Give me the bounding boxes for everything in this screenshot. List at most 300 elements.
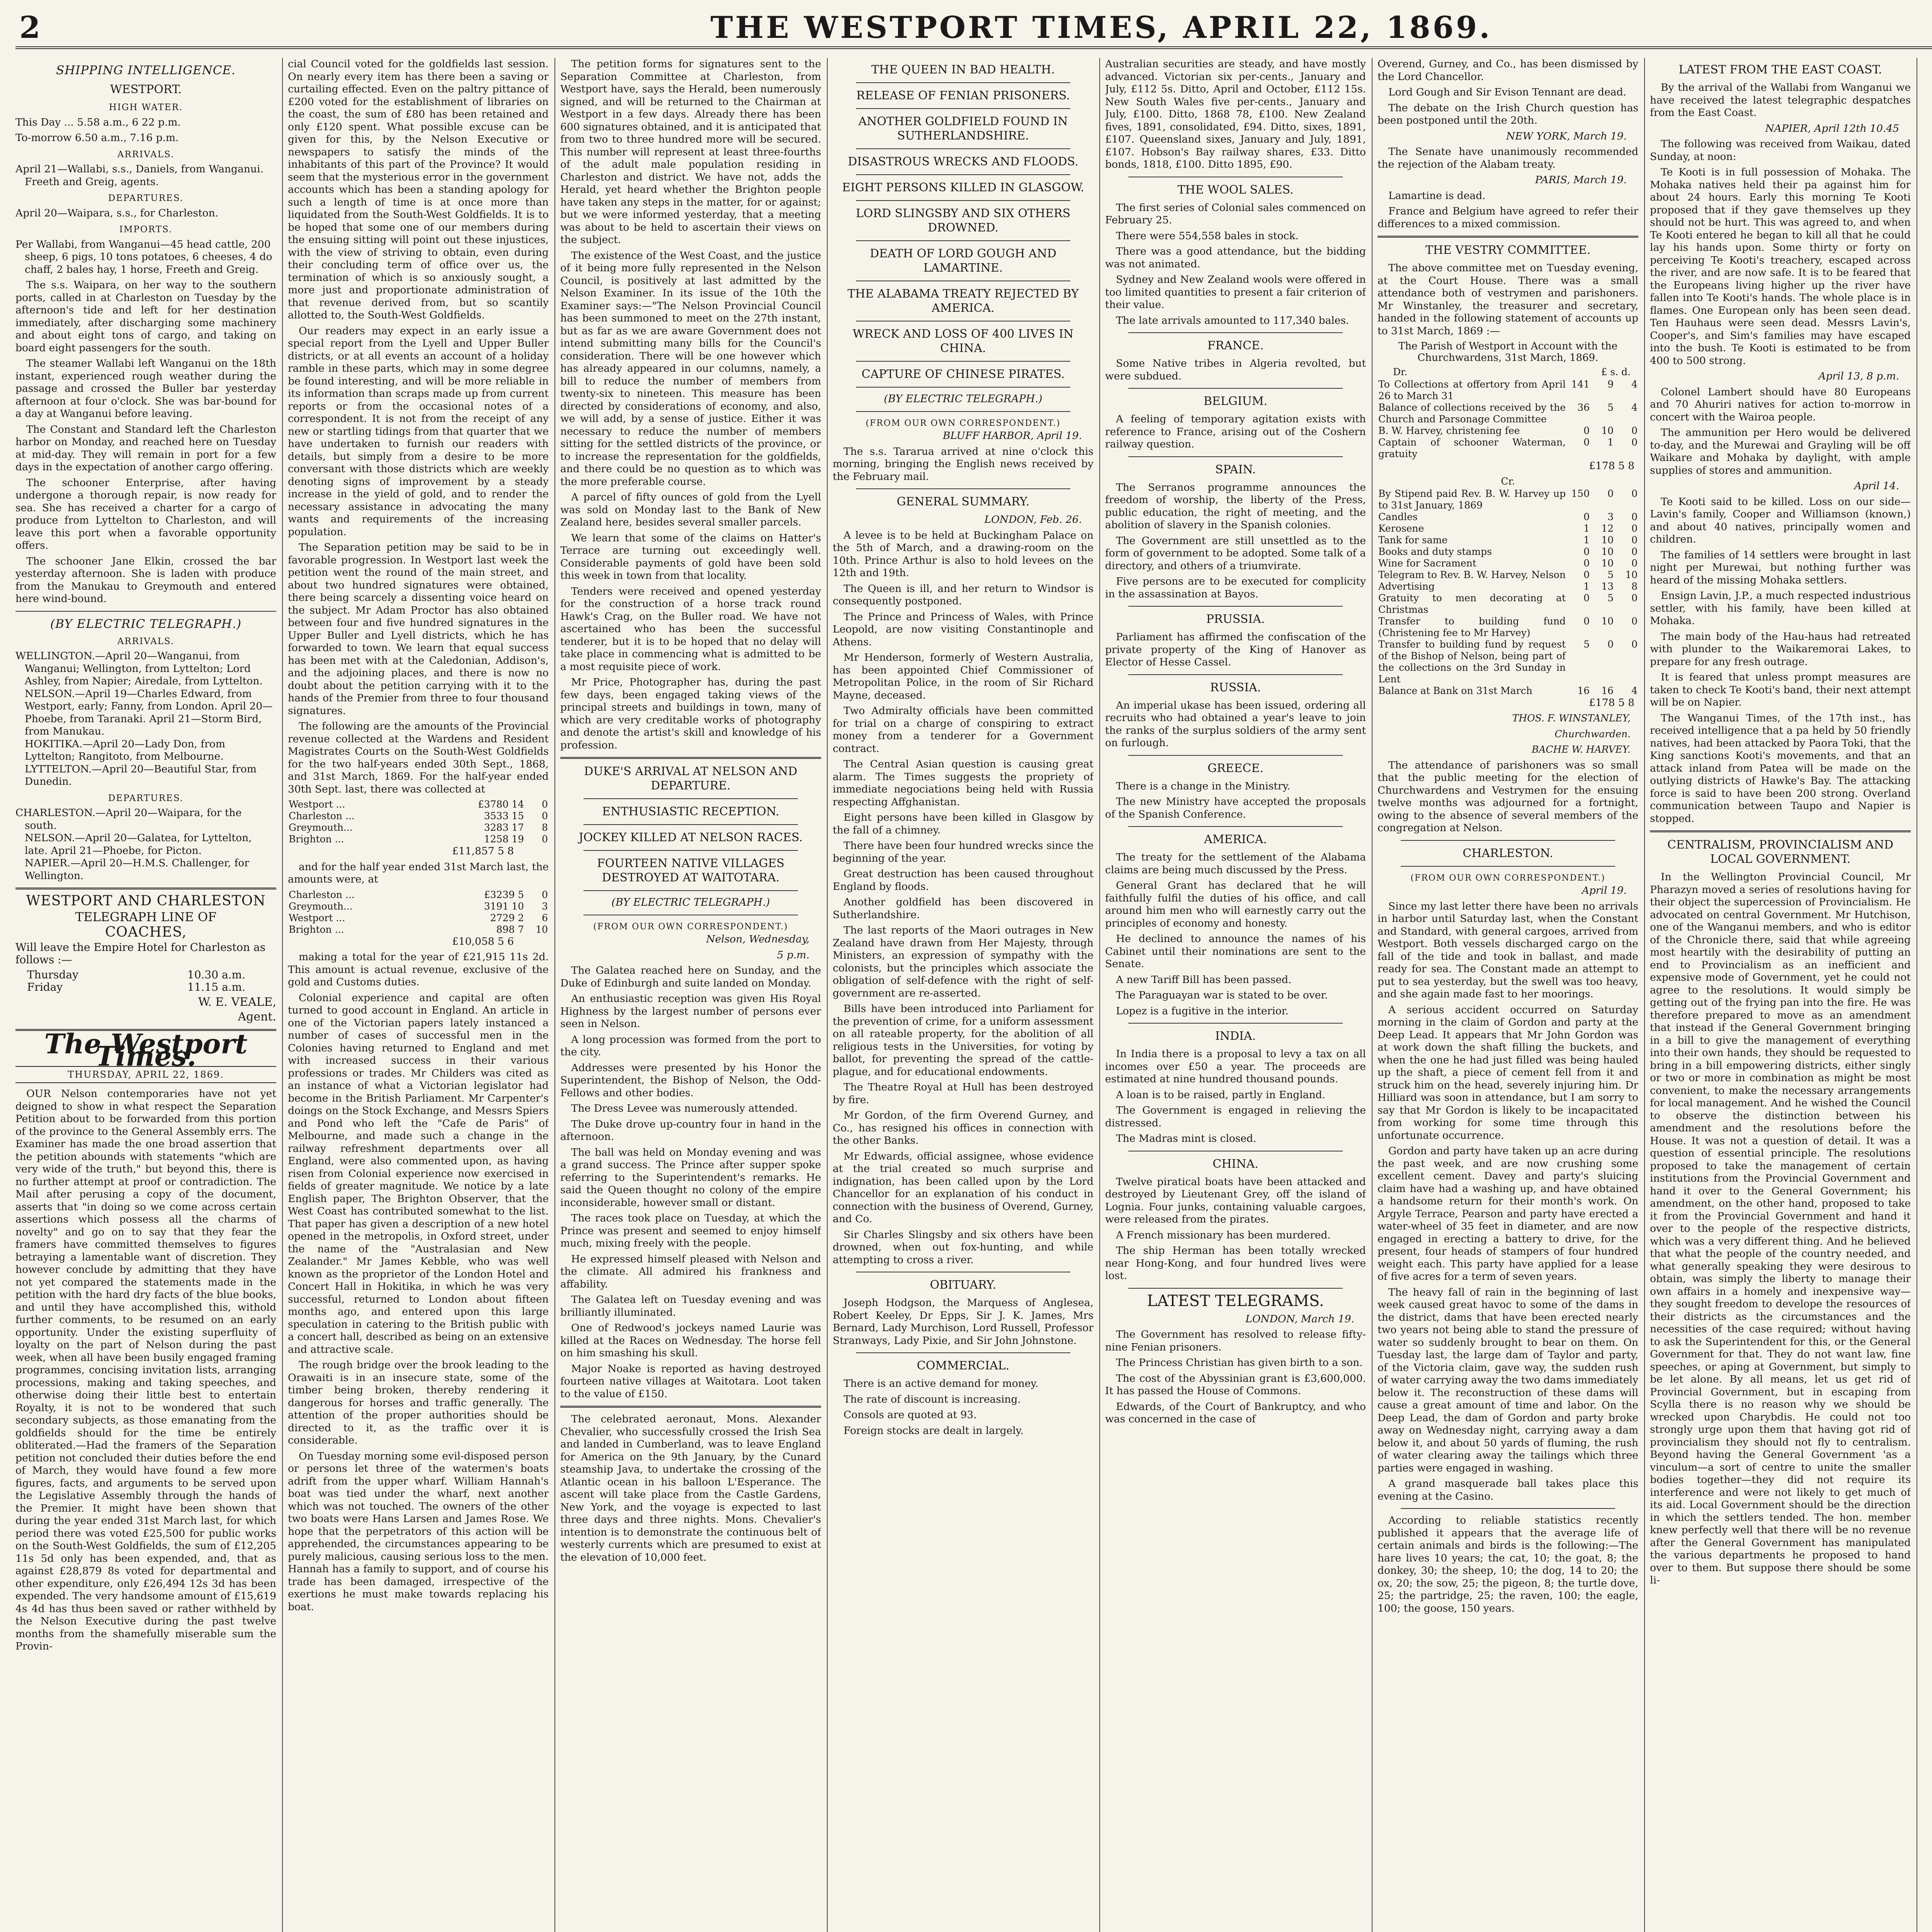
paragraph: cial Council voted for the goldfields last session. On nearly every item has there been a saving or curtailing effected. Even on the paltry pittance of £200 voted for the establishment of libraries on the coast, the sum of £80 has been retained and only £120 spent. What possible excuse can be given for this, by the Nelson Executive or newspapers to satisfy the minds of the inhabitants of this part of the Province? It would seem that the mysterious error in the government accounts which has been a standing apology for such a length of time is at once more than liquidated from the South-West Goldfields. It is to be hoped that some one of our members during the ensuing sitting will point out these injustices, with the view of striving to obtain, even during their concluding term of office over us, the termination of which is so anxiously sought, a more just and proportionate administration of that revenue derived from, but so scantily allotted to, the South-West Goldfields. — [288, 58, 549, 321]
account-debit-table — [1378, 379, 1638, 460]
divider — [560, 757, 821, 759]
table-cell: 5 — [1607, 569, 1614, 580]
account-row — [1378, 511, 1638, 523]
paragraph: Twelve piratical boats have been attacked and destroyed by Lieutenant Grey, off the island of Lognia. Four junks, containing valuable cargoes, were released from the pirates. — [1105, 1175, 1366, 1225]
divider — [1401, 866, 1615, 867]
divider — [1128, 456, 1343, 457]
paragraph: The families of 14 settlers were brought in last night per Murewai, but nothing further was heard of the missing Mohaka settlers. — [1650, 549, 1911, 586]
table-cell: 0 — [1583, 569, 1590, 580]
paragraph: The schooner Enterprise, after having undergone a thorough repair, is now ready for sea. She has received a charter for a cargo of produce from Lyttelton to Charleston, and will leave this port when a favorable opportunity offers. — [15, 476, 276, 551]
divider — [856, 108, 1070, 109]
table-cell: 0 — [1583, 425, 1590, 436]
paragraph: There is an active demand for money. — [844, 1378, 1039, 1389]
signature: THOS. F. WINSTANLEY, — [1512, 713, 1631, 724]
paragraph: A parcel of fifty ounces of gold from the Lyell was sold on Monday last to the Bank of New Zealand here, besides several smaller parcels. — [560, 491, 821, 528]
advert-text: Will leave the Empire Hotel for Charleston as follows :— — [15, 940, 266, 966]
page-number: 2 — [19, 10, 41, 45]
paragraph: The ship Herman has been totally wrecked near Hong-Kong, and four hundred lives were lost. — [1105, 1245, 1366, 1282]
advert-time: 11.15 a.m. — [187, 981, 245, 993]
paragraph: The existence of the West Coast, and the justice of it being more fully represented in the Nelson Council, is positively at last admitted by the Nelson Examiner. In its issue of the 10th the Examiner says:—"The Nelson Provincial Council has been summoned to meet on the 27th instant, but as far as we are aware Government does not intend submitting many bills for the Council's consideration. There will be one however which has already appeared in our columns, namely, a bill to reduce the number of members from twenty-six to nineteen. This measure has been directed by considerations of economy, and also, we will add, by a sense of justice. Either it was necessary to reduce the number of members sitting for the settled districts of the province, or to increase the representation for the goldfields, and there could be no question as to which was the more preferable course. — [560, 249, 821, 488]
table-cell: £3239 5 — [484, 889, 524, 900]
correspondent-label: (FROM OUR OWN CORRESPONDENT.) — [593, 922, 788, 932]
divider — [856, 361, 1070, 362]
table-cell: 3283 17 — [484, 822, 524, 833]
paragraph: In India there is a proposal to levy a tax on all incomes over £50 a year. The proceeds are estimated at nine hundred thousand pounds. — [1105, 1048, 1366, 1085]
paragraph: Gordon and party have taken up an acre during the past week, and are now crushing some excellent cement. Davey and party's sluicing claim have had a washing up, and have obtained a handsome return for their month's work. On Argyle Terrace, Pearson and party have erected a water-wheel of 35 feet in diameter, and are now engaged in erecting a battery to drive, for the present, four heads of stampers of four hundred weight each. This party have applied for a lease of five acres for a term of seven years. — [1378, 1145, 1638, 1282]
paragraph: A loan is to be raised, partly in England. — [1116, 1088, 1325, 1101]
table-cell: 0 — [1631, 546, 1638, 557]
table-cell: 10 — [1625, 569, 1638, 580]
advert-day: Thursday — [27, 968, 78, 981]
paragraph: Addresses were presented by his Honor the Superintendent, the Bishop of Nelson, the Odd-Fellows and other bodies. — [560, 1061, 821, 1099]
account-row — [1378, 488, 1638, 511]
paragraph: The Central Asian question is causing great alarm. The Times suggests the propriety of immediate negociations being held with Russia respecting Affghanistan. — [833, 758, 1094, 808]
divider — [583, 890, 798, 891]
table-cell: 3191 10 — [484, 900, 524, 912]
divider — [856, 240, 1070, 241]
paragraph: A French missionary has been murdered. — [1116, 1229, 1331, 1241]
account-row — [1378, 534, 1638, 546]
divider — [1401, 840, 1615, 841]
paragraph: The Constant and Standard left the Charleston harbor on Monday, and reached here on Tuesday at mid-day. They will remain in port for a few days in the expectation of another cargo offering. — [15, 423, 276, 473]
paragraph: Parliament has affirmed the confiscation of the private property of the King of Hanover as Elector of Hesse Cassel. — [1105, 631, 1366, 668]
paragraph: Te Kooti is in full possession of Mohaka. The Mohaka natives held their pa against him for about 24 hours. Early this morning Te Kooti proposed that if they gave themselves up they should not be hurt. This was agreed to, and when Te Kooti entered he began to kill all that he could lay his hands upon. Some thirty or forty on perceiving Te Kooti's treachery, escaped across the river, and are now safe. It is to be feared that the Europeans living higher up the river have fallen into Te Kooti's hands. The whole place is in flames. One European only has been seen dead. Ten Hauhaus were seen dead. Messrs Lavin's, Cooper's, and Sim's families may have escaped into the bush. Te Kooti is estimated to be from 400 to 500 strong. — [1650, 166, 1911, 367]
table-cell: 4 — [1631, 685, 1638, 696]
account-row — [1378, 569, 1638, 581]
account-total: £178 5 8 — [1588, 696, 1634, 709]
table-cell: 4 — [1631, 401, 1638, 413]
tide-line: To-morrow 6.50 a.m., 7.16 p.m. — [15, 132, 179, 144]
subheading: IMPORTS. — [119, 224, 173, 235]
column-4 — [833, 58, 1094, 1932]
dateline: April 14. — [1854, 480, 1899, 492]
paragraph: Since my last letter there have been no arrivals in harbor until Saturday last, when the Constant and Standard, with general cargoes, arrived from Westport. Both vessels discharged cargo on the fall of the tide and took in ballast, and made ready for sea. The Constant made an attempt to put to sea yesterday, but the swell was too heavy, and she again made fast to her moorings. — [1378, 900, 1638, 1000]
paragraph: The Senate have unanimously recommended the rejection of the Alabam treaty. — [1378, 146, 1638, 170]
table-cell: Charleston ... — [289, 889, 355, 900]
table-cell: 5 — [1607, 592, 1614, 604]
account-row — [1378, 616, 1638, 639]
paragraph: Consols are quoted at 93. — [844, 1409, 977, 1421]
paragraph: The attendance of parishoners was so small that the public meeting for the election of Churchwardens and Vestrymen for the ensuing twelve months was adjourned for a fortnight, owing to the absence of several members of the congregation at Nelson. — [1378, 759, 1638, 834]
paragraph: The Theatre Royal at Hull has been destroyed by fire. — [833, 1081, 1094, 1106]
table-cell: Transfer to building fund (Christening fee to Mr Harvey) — [1378, 615, 1566, 638]
table-cell: 10 — [1601, 615, 1614, 627]
table-cell: 10 — [536, 923, 548, 935]
table-cell: 141 — [1571, 378, 1590, 390]
table-cell: 0 — [1607, 488, 1614, 499]
paragraph: Edwards, of the Court of Bankruptcy, and who was concerned in the case of — [1105, 1400, 1366, 1425]
paragraph: The Galatea reached here on Sunday, and the Duke of Edinburgh and suite landed on Monday. — [560, 964, 821, 989]
paragraph: France and Belgium have agreed to refer their differences to a mixed commission. — [1378, 205, 1638, 230]
paragraph: A serious accident occurred on Saturday morning in the claim of Gordon and party at the Deep Lead. It appears that Mr John Gordon was at work down the shaft filling the buckets, and when the one he had just filled was being hauled up the shaft, a piece of cement fell from it and struck him on the head, severely injuring him. Dr Hilliard was soon in attendance, but I am sorry to say that Mr Gordon is likely to be incapacitated from working for some time through this unfortunate occurrence. — [1378, 1003, 1638, 1141]
column-7 — [1650, 58, 1911, 1932]
paragraph: The main body of the Hau-haus had retreated with plunder to the Waikaremorai Lakes, to prepare for any fresh outrage. — [1650, 630, 1911, 668]
paragraph: Mr Henderson, formerly of Western Australia, has been appointed Chief Commissioner of Metropolitan Police, in the room of Sir Richard Mayne, deceased. — [833, 651, 1094, 701]
revenue-row — [288, 799, 549, 810]
revenue-row — [288, 810, 549, 822]
revenue-table-2 — [288, 889, 549, 935]
news-headline: DEATH OF LORD GOUGH AND LAMARTINE. — [870, 247, 1056, 275]
news-headline: JOCKEY KILLED AT NELSON RACES. — [578, 831, 803, 844]
paragraph: Ensign Lavin, J.P., a much respected industrious settler, with his family, have been killed at Mohaka. — [1650, 590, 1911, 627]
table-cell: Greymouth... — [289, 900, 353, 912]
paragraph: The Princess Christian has given birth to a son. — [1116, 1357, 1363, 1369]
table-cell: 10 — [1601, 557, 1614, 569]
section-heading: INDIA. — [1215, 1029, 1256, 1043]
news-headline: FOURTEEN NATIVE VILLAGES DESTROYED AT WAITOTARA. — [597, 857, 785, 884]
table-cell: 36 — [1577, 401, 1590, 413]
account-credit-table — [1378, 488, 1638, 697]
divider — [856, 387, 1070, 388]
dateline: PARIS, March 19. — [1535, 174, 1627, 186]
paragraph: He declined to announce the names of his Cabinet until their nominations are sent to the Senate. — [1105, 933, 1366, 970]
editorial-paragraph: OUR Nelson contemporaries have not yet deigned to show in what respect the Separation Petition about to be forwarded from this portion of the province to the General Assembly errs. The Examiner has made the one broad assertion that the petition abounds with statements "which are very wide of the truth," but beyond this, there is no further attempt at proof or contradiction. The Mail after perusing a copy of the document, asserts that "in doing so we come across certain assertions which possess all the charms of novelty" and go on to say that they fear the framers have committed themselves to figures betraying a lamentable want of discretion. They however conclude by admitting that they have not yet compared the statements made in the petition with the hard dry facts of the blue books, and until they have accomplished this, withold further comments, to be resumed on an early opportunity. Under the existing superfluity of loyalty on the part of Nelson during the past week, when all have been busily engaged framing programmes, concising invitation lists, arranging processions, making and taking speeches, and otherwise doing their little best to entertain Royalty, it is not to be wondered that such secondary subjects, as those emanating from the goldfields should for the time be entirely obliterated.—Had the framers of the Separation petition not concluded their duties before the end of March, they would have found a few more figures, facts, and arguments to be served upon the Legislative Assembly through the hands of the Premier. It might have been shown that during the year ended 31st March last, for which period there was voted £25,500 for public works on the South-West Goldfields, the sum of £12,205 11s 5d only has been expended, and, that as against £28,879 8s voted for departmental and other expenditure, only £26,494 12s 3d has been expended. The very handsome amount of £15,619 4s 4d has thus been saved or rather withheld by the Nelson Executive during the past twelve months from the shamefully miserable sum the Provin- — [15, 1088, 276, 1652]
table-cell: 0 — [1631, 592, 1638, 604]
paragraph: The steamer Wallabi left Wanganui on the 18th instant, experienced rough weather during the passage and crossed the Buller bar yesterday afternoon at four o'clock. She was bar-bound for a day at Wanganui before leaving. — [15, 357, 276, 420]
paragraph: Mr Price, Photographer has, during the past few days, been engaged taking views of the principal streets and buildings in town, many of which are very creditable works of photography and denote the artist's skill and knowledge of his profession. — [560, 676, 821, 751]
account-total: £178 5 8 — [1588, 459, 1634, 472]
column-3 — [560, 58, 821, 1932]
table-cell: Balance at Bank on 31st March — [1378, 685, 1532, 696]
subheading: ARRIVALS. — [117, 636, 175, 646]
news-headline: THE ALABAMA TREATY REJECTED BY AMERICA. — [847, 287, 1079, 315]
column-2 — [288, 58, 549, 1932]
table-cell: Books and duty stamps — [1378, 546, 1492, 557]
table-cell: B. W. Harvey, christening fee — [1378, 425, 1520, 436]
table-cell: 12 — [1601, 522, 1614, 534]
paragraph: General Grant has declared that he will faithfully fulfil the duties of his office, and call around him men who will earnestly carry out the principles of economy and honesty. — [1105, 879, 1366, 929]
section-heading: CHARLESTON. — [1463, 846, 1553, 860]
paragraph: The Paraguayan war is stated to be over. — [1116, 989, 1328, 1001]
paragraph: Our readers may expect in an early issue a special report from the Lyell and Upper Buller districts, or at all events an account of a holiday ramble in these parts, which may in some degree be found interesting, and will be more reliable in its information than scraps made up from current reports or from the occasional notes of a correspondent. It is not from the receipt of any new or startling tidings from that quarter that we have undertaken to furnish our readers with details, but simply from a desire to be more conversant with those districts which are weekly denoting signs of improvement by a steady increase in the yield of gold, and to render the necessary assistance in advocating the many wants and requirements of the increasing population. — [288, 325, 549, 538]
advert-line: TELEGRAPH LINE OF — [75, 909, 217, 924]
table-cell: 0 — [1583, 557, 1590, 569]
account-row — [1378, 402, 1638, 425]
paragraph: Colonial experience and capital are often turned to good account in England. An article in one of the Victorian papers lately instanced a number of cases of successful men in the Colonies having returned to England and met with increased success in their various professions or trades. Mr Childers was cited as an instance of what a Victorian legislator had become in the British Parliament. Mr Carpenter's doings on the Stock Exchange, and Messrs Spiers and Pond who left the "Cafe de Paris" of Melbourne, and made such a change in the railway refreshment departments over all England, were also commented upon, as having risen from Colonial experience now exercised in fields of greater magnitude. We notice by a late English paper, The Brighton Observer, that the West Coast has contributed somewhat to the list. That paper has given a description of a new hotel opened in the metropolis, in Oxford street, under the name of the "Australasian and New Zealander." Mr James Kebble, who was well known as the proprietor of the London Hotel and Concert Hall in Hokitika, in which he was very successful, returned to London about fifteen months ago, and entered upon this large speculation in catering to the British public with a concert hall, described as being on an extensive and attractive scale. — [288, 992, 549, 1355]
paragraph: It is feared that unless prompt measures are taken to check Te Kooti's band, their next attempt will be on Napier. — [1650, 671, 1911, 708]
table-cell: 13 — [1601, 580, 1614, 592]
table-cell: 5 — [1607, 401, 1614, 413]
paragraph: The rough bridge over the brook leading to the Orawaiti is in an insecure state, some of the timber being broken, thereby rendering it dangerous for horses and traffic generally. The attention of the proper authorities should be directed to it, as the traffic over it is considerable. — [288, 1359, 549, 1446]
table-cell: Candles — [1378, 511, 1418, 522]
telegraph-label: (BY ELECTRIC TELEGRAPH.) — [884, 393, 1043, 405]
arrival-entry: April 21—Wallabi, s.s., Daniels, from Wanganui. Freeth and Greig, agents. — [15, 163, 264, 188]
divider — [856, 82, 1070, 83]
paragraph: The last reports of the Maori outrages in New Zealand have drawn from Her Majesty, through Ministers, an expression of sympathy with the colonists, but the principles which associate the obligation of self-defence with the right of self-government are re-asserted. — [833, 924, 1094, 999]
news-headline: LORD SLINGSBY AND SIX OTHERS DROWNED. — [855, 207, 1071, 235]
table-cell: 9 — [1607, 378, 1614, 390]
paragraph: The following was received from Waikau, dated Sunday, at noon: — [1650, 138, 1911, 163]
section-heading: AMERICA. — [1204, 833, 1267, 846]
revenue-row — [288, 901, 549, 912]
signature: BACHE W. HARVEY. — [1531, 744, 1631, 755]
news-headline: DUKE'S ARRIVAL AT NELSON AND DEPARTURE. — [584, 765, 798, 793]
paragraph: Eight persons have been killed in Glasgow by the fall of a chimney. — [833, 811, 1094, 836]
paragraph: The Galatea left on Tuesday evening and was brilliantly illuminated. — [560, 1294, 821, 1318]
dateline: NAPIER, April 12th 10.45 — [1765, 122, 1899, 134]
divider — [1128, 755, 1343, 756]
paragraph: The Dress Levee was numerously attended. — [571, 1102, 798, 1114]
section-heading: COMMERCIAL. — [917, 1359, 1010, 1372]
account-row — [1378, 592, 1638, 616]
paragraph: The Government is engaged in relieving the distressed. — [1105, 1104, 1366, 1129]
subheading: DEPARTURES. — [108, 193, 184, 203]
paragraph: There have been four hundred wrecks since the beginning of the year. — [833, 840, 1094, 864]
section-heading: THE WOOL SALES. — [1177, 183, 1294, 197]
table-cell: Captain of schooner Waterman, gratuity — [1378, 436, 1566, 459]
paragraph: The Separation petition may be said to be in favorable progression. In Westport last week the petition went the round of the main street, and about two hundred signatures were obtained, there being scarcely a dissenting voice heard on the subject. Mr Adam Proctor has also obtained between four and five hundred signatures in the Upper Buller and Lyell districts, which he has forwarded to town. We learn that equal success has been met with at the Caledonian, Addison's, and the adjoining places, and there is now no doubt about the petition carrying with it to the hands of the Premier from three to four thousand signatures. — [288, 541, 549, 717]
table-cell: 8 — [1631, 580, 1638, 592]
account-dr-label: Dr. — [1393, 366, 1408, 378]
divider — [560, 1406, 821, 1408]
advert-time-row — [15, 969, 276, 981]
paragraph: Some Native tribes in Algeria revolted, but were subdued. — [1105, 357, 1366, 382]
section-heading: LATEST FROM THE EAST COAST. — [1679, 63, 1882, 77]
divider — [15, 888, 276, 889]
paragraph: He expressed himself pleased with Nelson and the climate. All admired his frankness and affability. — [560, 1253, 821, 1290]
table-cell: Wine for Sacrament — [1378, 557, 1476, 569]
advert-time: 10.30 a.m. — [187, 968, 245, 981]
advert-agent-role: Agent. — [238, 1010, 276, 1024]
table-cell: 6 — [542, 912, 548, 923]
paragraph: Tenders were received and opened yesterday for the construction of a horse track round Hawk's Crag, on the Buller road. We have not ascertained who has been the successful tenderer, but it is to be hoped that no delay will take place in commencing what is admitted to be a most requisite piece of work. — [560, 585, 821, 673]
paragraph: Overend, Gurney, and Co., has been dismissed by the Lord Chancellor. — [1378, 58, 1638, 83]
paragraph: Colonel Lambert should have 80 Europeans and 70 Ahuriri natives for action to-morrow in concert with the Wairoa people. — [1650, 386, 1911, 423]
table-cell: 0 — [1631, 522, 1638, 534]
table-cell: 8 — [542, 822, 548, 833]
table-cell: 0 — [1631, 534, 1638, 546]
paragraph: The cost of the Abyssinian grant is £3,600,000. It has passed the House of Commons. — [1105, 1372, 1366, 1397]
table-cell: 0 — [1631, 488, 1638, 499]
table-cell: 1 — [1583, 522, 1590, 534]
account-columns — [1378, 366, 1638, 379]
section-heading: FRANCE. — [1207, 339, 1264, 352]
paragraph: Mr Edwards, official assignee, whose evidence at the trial created so much surprise and indignation, has been called upon by the Lord Chancellor for an explanation of his conduct in connection with the business of Overend, Gurney, and Co. — [833, 1150, 1094, 1225]
news-headline: THE QUEEN IN BAD HEALTH. — [871, 63, 1055, 77]
paragraph: The late arrivals amounted to 117,340 bales. — [1116, 314, 1349, 327]
paragraph: The treaty for the settlement of the Alabama claims are being much discussed by the Press. — [1105, 851, 1366, 876]
divider — [1128, 1288, 1343, 1289]
section-heading: GREECE. — [1208, 761, 1264, 775]
paragraph: Te Kooti said to be killed. Loss on our side—Lavin's family, Cooper and Williamson (known,) and about 40 natives, principally women and children. — [1650, 495, 1911, 545]
table-cell: 898 7 — [496, 923, 524, 935]
masthead-date: THURSDAY, APRIL 22, 1869. — [15, 1066, 276, 1083]
section-heading: OBITUARY. — [930, 1278, 997, 1292]
paragraph: A feeling of temporary agitation exists with reference to France, arising out of the Coshern railway question. — [1105, 413, 1366, 450]
account-row — [1378, 581, 1638, 592]
table-cell: Westport ... — [289, 799, 345, 810]
paragraph: Major Noake is reported as having destroyed fourteen native villages at Waitotara. Loot taken to the value of £150. — [560, 1362, 821, 1400]
table-cell: 0 — [1583, 615, 1590, 627]
paragraph: The following are the amounts of the Provincial revenue collected at the Wardens and Resident Magistrates Courts on the South-West Goldfields for the two half-years ended 30th Sept., 1868, and 31st March, 1869. For the half-year ended 30th Sept. last, there was collected at — [288, 720, 549, 795]
paragraph: Lopez is a fugitive in the interior. — [1116, 1005, 1289, 1017]
account-heading: The Parish of Westport in Account with the Churchwardens, 31st March, 1869. — [1398, 340, 1618, 364]
table-cell: 1 — [1583, 580, 1590, 592]
paragraph: We learn that some of the claims on Hatter's Terrace are turning out exceedingly well. Considerable payments of gold have been sold this week in town from that locality. — [560, 532, 821, 582]
table-cell: Kerosene — [1378, 522, 1424, 534]
paragraph: The heavy fall of rain in the beginning of last week caused great havoc to some of the dams in the district, dams that have been erected nearly two years not being able to stand the pressure of water so suddenly brought to bear on them. On Tuesday last, the large dam of Taylor and party, of the Victoria claim, gave way, the sudden rush of water carrying away the two dams immediately below it. The reconstruction of these dams will cause a great amount of time and labor. On the Deep Lead, the dam of Gordon and party broke away on Wednesday night, carrying away a dam below it, and about 50 yards of fluming, the rush of water clearing away the tailings which three parties were engaged in washing. — [1378, 1286, 1638, 1474]
table-cell: 2729 2 — [490, 912, 524, 923]
table-cell: 0 — [1607, 638, 1614, 650]
table-cell: Westport ... — [289, 912, 345, 923]
paragraph: Joseph Hodgson, the Marquess of Anglesea, Robert Keeley, Dr Epps, Sir J. K. James, Mrs Bernard, Lady Murchison, Lord Russell, Professor Stranways, Lady Pixie, and Sir John Johnstone. — [833, 1297, 1094, 1347]
advert-agent: W. E. VEALE, — [198, 995, 276, 1009]
table-cell: 0 — [1583, 511, 1590, 522]
account-row — [1378, 379, 1638, 402]
account-row — [1378, 546, 1638, 558]
table-cell: 0 — [1583, 592, 1590, 604]
section-heading: (BY ELECTRIC TELEGRAPH.) — [50, 617, 242, 631]
dateline: BLUFF HARBOR, April 19. — [942, 430, 1082, 442]
paragraph: An imperial ukase has been issued, ordering all recruits who had obtained a year's leave to join the ranks of the surplus soldiers of the army sent on furlough. — [1105, 699, 1366, 749]
divider — [1128, 674, 1343, 675]
table-cell: 0 — [1631, 638, 1638, 650]
paragraph: A long procession was formed from the port to the city. — [560, 1033, 821, 1058]
table-cell: 0 — [542, 833, 548, 845]
news-headline: WRECK AND LOSS OF 400 LIVES IN CHINA. — [852, 327, 1074, 355]
divider — [1650, 830, 1911, 832]
table-cell: Gratuity to men decorating at Christmas — [1378, 592, 1566, 615]
revenue-row — [288, 924, 549, 935]
table-cell: 0 — [542, 799, 548, 810]
correspondent-label: (FROM OUR OWN CORRESPONDENT.) — [1410, 873, 1605, 883]
column-8 — [1922, 58, 1932, 1932]
correspondent-label: (FROM OUR OWN CORRESPONDENT.) — [866, 418, 1061, 428]
paragraph: The debate on the Irish Church question has been postponed until the 20th. — [1378, 102, 1638, 126]
paragraph: Mr Gordon, of the firm Overend Gurney, and Co., has resigned his offices in connection with the other Banks. — [833, 1109, 1094, 1146]
table-cell: 16 — [1601, 685, 1614, 696]
table-cell: Tank for same — [1378, 534, 1448, 546]
paragraph: The schooner Jane Elkin, crossed the bar yesterday afternoon. She is laden with produce from the Manukau to Greymouth and entered here wind-bound. — [15, 555, 276, 605]
news-headline: CAPTURE OF CHINESE PIRATES. — [861, 367, 1065, 381]
paragraph: A levee is to be held at Buckingham Palace on the 5th of March, and a drawing-room on the 10th. Prince Arthur is also to hold levees on the 12th and 19th. — [833, 529, 1094, 579]
paragraph: The ammunition per Hero would be delivered to-day, and the Murewai and Grayling will be off Waikare and Mohaka by daylight, with ample supplies of stores and ammunition. — [1650, 427, 1911, 476]
paragraph: The new Ministry have accepted the proposals of the Spanish Conference. — [1105, 796, 1366, 820]
table-cell: 5 — [1583, 638, 1590, 650]
paragraph: The Prince and Princess of Wales, with Prince Leopold, are now visiting Constantinople and Athens. — [833, 611, 1094, 648]
divider — [583, 850, 798, 851]
section-heading: CHINA. — [1213, 1157, 1259, 1171]
section-heading: LATEST TELEGRAMS. — [1147, 1292, 1324, 1310]
revenue-total: £11,857 5 8 — [452, 845, 514, 857]
table-cell: 0 — [542, 810, 548, 821]
revenue-row — [288, 822, 549, 833]
section-heading: RUSSIA. — [1210, 680, 1261, 694]
section-heading: SHIPPING INTELLIGENCE. — [56, 63, 236, 77]
divider — [856, 174, 1070, 175]
telegraph-arrivals: WELLINGTON.—April 20—Wanganui, from Wanganui; Wellington, from Lyttelton; Lord Ashley, from Napier; Airedale, from Lyttelton. NELSON.—April 19—Charles Edward, from Westport, early; Fanny, from London. April 20—Phoebe, from Taranaki. April 21—Storm Bird, from Manukau. HOKITIKA.—April 20—Lady Don, from Lyttelton; Rangitoto, from Melbourne. LYTTELTON.—April 20—Beautiful Star, from Dunedin. — [15, 650, 273, 787]
advert-line: COACHES, — [105, 924, 187, 940]
paragraph: The Duke drove up-country four in hand in the afternoon. — [560, 1118, 821, 1143]
paragraph: Five persons are to be executed for complicity in the assassination at Bayos. — [1105, 575, 1366, 600]
revenue-row — [288, 912, 549, 924]
table-cell: 0 — [1631, 425, 1638, 436]
paragraph: There was a good attendance, but the bidding was not animated. — [1105, 245, 1366, 270]
table-cell: £3780 14 — [478, 799, 524, 810]
divider — [1128, 332, 1343, 333]
table-cell: Transfer to building fund by request of the Bishop of Nelson, being part of the collections on the 3rd Sunday in Lent — [1378, 638, 1566, 685]
divider — [856, 488, 1070, 489]
page-title: THE WESTPORT TIMES, APRIL 22, 1869. — [710, 10, 1492, 45]
departure-entry: April 20—Waipara, s.s., for Charleston. — [15, 207, 219, 219]
paragraph: The s.s. Tararua arrived at nine o'clock this morning, bringing the English news received by the February mail. — [833, 445, 1094, 483]
news-headline: RELEASE OF FENIAN PRISONERS. — [856, 89, 1070, 102]
paragraph: making a total for the year of £21,915 11s 2d. This amount is actual revenue, exclusive of the gold and Customs duties. — [288, 951, 549, 988]
paragraph: The first series of Colonial sales commenced on February 25. — [1105, 201, 1366, 226]
paragraph: Lord Gough and Sir Evison Tennant are dead. — [1388, 86, 1626, 98]
column-1 — [15, 58, 276, 1932]
section-heading: BELGIUM. — [1203, 395, 1268, 408]
account-row — [1378, 558, 1638, 569]
divider — [1128, 388, 1343, 389]
paragraph: Two Admiralty officials have been committed for trial on a charge of conspiring to extract money from a tenderer for a Government contract. — [833, 705, 1094, 755]
subheading: ARRIVALS. — [117, 149, 175, 160]
table-cell: 3533 15 — [484, 810, 524, 821]
import-entry: Per Wallabi, from Wanganui—45 head cattle, 200 sheep, 6 pigs, 10 tons potatoes, 6 cheeses, 4 do chaff, 2 bales hay, 1 horse, Freeth and Greig. — [15, 238, 272, 276]
divider — [856, 1352, 1070, 1353]
news-headline: ENTHUSIASTIC RECEPTION. — [602, 805, 779, 818]
signature: Churchwarden. — [1554, 728, 1631, 740]
paragraph: On Tuesday morning some evil-disposed person or persons let three of the watermen's boats adrift from the upper wharf. William Hannah's boat was tied under the wharf, next another which was not touched. The owners of the other two boats were Hans Larsen and James Rose. We hope that the perpetrators of this action will be apprehended, the circumstances appearing to be purely malicious, causing serious loss to the men. Hannah has a family to support, and of course his trade has been damaged, irrespective of the exertions he must make towards replacing his boat. — [288, 1450, 549, 1613]
paragraph: The Government has resolved to release fifty-nine Fenian prisoners. — [1105, 1328, 1366, 1353]
account-row — [1378, 523, 1638, 534]
dateline: April 13, 8 p.m. — [1818, 370, 1899, 382]
advert-day: Friday — [27, 981, 63, 993]
table-cell: 0 — [1631, 436, 1638, 448]
paragraph: One of Redwood's jockeys named Laurie was killed at the Races on Wednesday. The horse fell on him smashing his skull. — [560, 1322, 821, 1359]
table-cell: 4 — [1631, 378, 1638, 390]
news-headline: EIGHT PERSONS KILLED IN GLASGOW. — [842, 181, 1084, 194]
paragraph: A grand masquerade ball takes place this evening at the Casino. — [1378, 1478, 1638, 1502]
column-rule — [282, 58, 283, 1932]
paragraph: An enthusiastic reception was given His Royal Highness by the largest number of persons ever seen in Nelson. — [560, 993, 821, 1030]
section-heading: CENTRALISM, PROVINCIALISM AND LOCAL GOVERNMENT. — [1667, 838, 1894, 866]
paragraph: Australian securities are steady, and have mostly advanced. Victorian six per-cents., January and July, £112 5s. Ditto, April and October, £112 15s. New South Wales five per-cents., January and July, £100. Ditto, 1868 78, £100. New Zealand fives, 1891, consolidated, £94. Ditto, sixes, 1891, £107. Queensland sixes, January and July, 1891, £107. Hobson's Bay railway shares, £33. Ditto bonds, 1818, £100. Ditto 1895, £90. — [1105, 58, 1366, 170]
account-row — [1378, 425, 1638, 437]
paragraph: By the arrival of the Wallabi from Wanganui we have received the latest telegraphic despatches from the East Coast. — [1650, 82, 1911, 119]
section-heading: SPAIN. — [1215, 463, 1256, 476]
divider — [856, 411, 1070, 412]
table-cell: 3 — [1607, 511, 1614, 522]
paragraph: Sir Charles Slingsby and six others have been drowned, when out fox-hunting, and while attempting to cross a river. — [833, 1228, 1094, 1266]
tide-line: This Day ... 5.58 a.m., 6 22 p.m. — [15, 116, 181, 128]
section-heading: THE VESTRY COMMITTEE. — [1425, 243, 1591, 257]
paragraph: Foreign stocks are dealt in largely. — [844, 1424, 1024, 1437]
table-cell: Advertising — [1378, 580, 1435, 592]
table-cell: 10 — [1601, 425, 1614, 436]
dateline: 5 p.m. — [777, 949, 810, 961]
paragraph: There were 554,558 bales in stock. — [1116, 230, 1299, 242]
table-cell: 10 — [1601, 546, 1614, 557]
column-rule — [827, 58, 828, 1932]
paragraph: The Government are still unsettled as to the form of government to be adopted. Some talk of a directory, and others of a triumvirate. — [1105, 534, 1366, 572]
dateline: LONDON, Feb. 26. — [984, 514, 1082, 526]
column-5 — [1105, 58, 1366, 1932]
paragraph: The races took place on Tuesday, at which the Prince was present and seemed to enjoy himself much, mixing freely with the people. — [560, 1212, 821, 1249]
news-headline: ANOTHER GOLDFIELD FOUND IN SUTHERLANDSHIRE. — [858, 115, 1068, 143]
section-heading: GENERAL SUMMARY. — [896, 495, 1030, 509]
table-cell: 10 — [1601, 534, 1614, 546]
table-cell: 0 — [1631, 557, 1638, 569]
table-cell: 150 — [1571, 488, 1590, 499]
account-row — [1378, 437, 1638, 460]
news-headline: DISASTROUS WRECKS AND FLOODS. — [848, 155, 1078, 168]
divider — [1378, 236, 1638, 238]
paragraph: There is a change in the Ministry. — [1116, 780, 1291, 792]
account-currency-cols: £ s. d. — [1601, 366, 1631, 378]
column-rule — [1099, 58, 1100, 1932]
divider — [1401, 1508, 1615, 1509]
